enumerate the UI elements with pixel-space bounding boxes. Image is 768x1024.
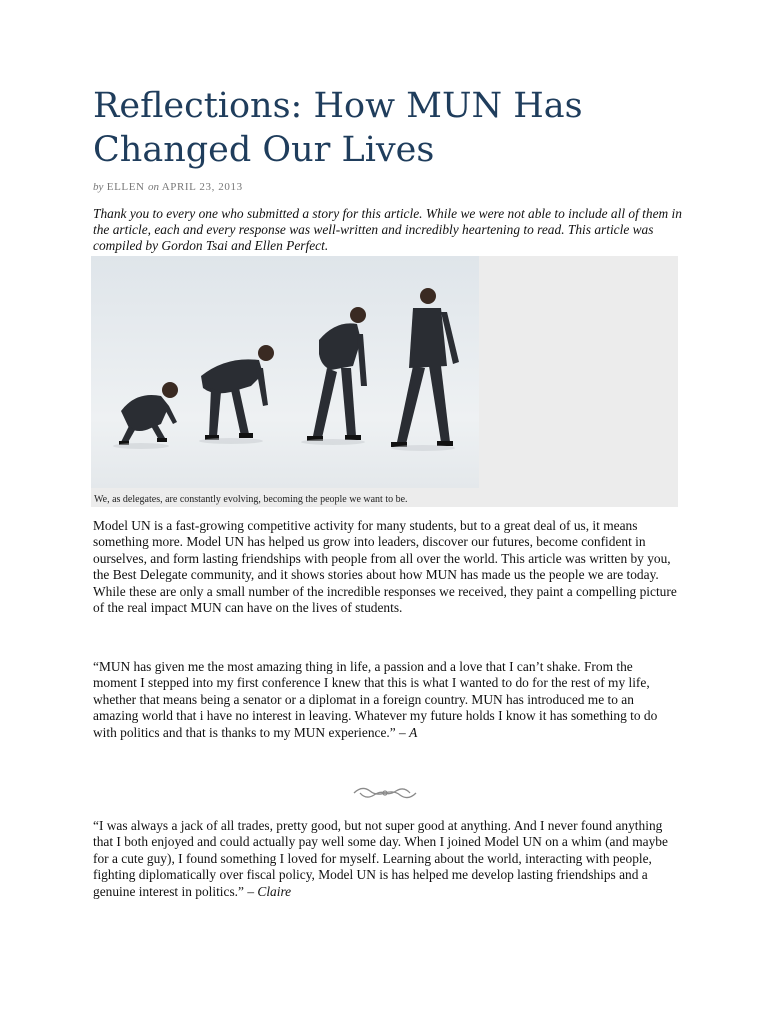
byline-date: APRIL 23, 2013 — [161, 181, 243, 193]
article-figure — [91, 256, 678, 507]
article-title: Reflections: How MUN Has Changed Our Lives — [93, 86, 583, 170]
flourish-divider-icon — [352, 782, 418, 804]
byline-author[interactable]: ELLEN — [106, 181, 145, 193]
article-byline — [93, 181, 243, 193]
quote-2-text: “I was always a jack of all trades, pretty good, but not super good at anything. And I never found anything that I both enjoyed and could actually pay well some day. When I joined Model UN on a whim (and maybe for a cute guy), I found something I loved for myself. Learning about the world, interacting with people, fighting diplomatically over fiscal policy, Model UN is has helped me develop lasting friendships and a genuine interest in politics.” – — [93, 818, 668, 899]
figure-caption: We, as delegates, are constantly evolving, becoming the people we want to be. — [94, 494, 408, 505]
quote-2-author: Claire — [257, 883, 292, 899]
quote-2 — [93, 818, 678, 900]
quote-1-author: A — [409, 724, 418, 740]
byline-on: on — [147, 181, 159, 193]
article-intro: Thank you to every one who submitted a story for this article. While we were not able to include all of them in the article, each and every response was well-written and incredibly heartening to read. This article was compiled by Gordon Tsai and Ellen Perfect. — [93, 206, 682, 253]
article-body-paragraph: Model UN is a fast-growing competitive activity for many students, but to a great deal of us, it means something more. Model UN has helped us grow into leaders, discover our futures, become confident in ourselves, and form lasting friendships with people from all over the world. This article was written by you, the Best Delegate community, and it shows stories about how MUN has made us the people we are today. While these are only a small number of the incredible responses we received, they paint a compelling picture of the real impact MUN can have on the lives of students. — [93, 518, 677, 616]
quote-1-text: “MUN has given me the most amazing thing in life, a passion and a love that I can’t shake. From the moment I stepped into my first conference I knew that this is what I wanted to do for the rest of my life, whether that means being a senator or a diplomat in a foreign country. MUN has introduced me to an amazing world that i have no interest in leaving. Whatever my future holds I know it has something to do with politics and that is thanks to my MUN experience.” – — [93, 659, 658, 740]
quote-1 — [93, 659, 678, 741]
evolution-photo — [91, 256, 479, 488]
byline-by: by — [93, 181, 104, 193]
